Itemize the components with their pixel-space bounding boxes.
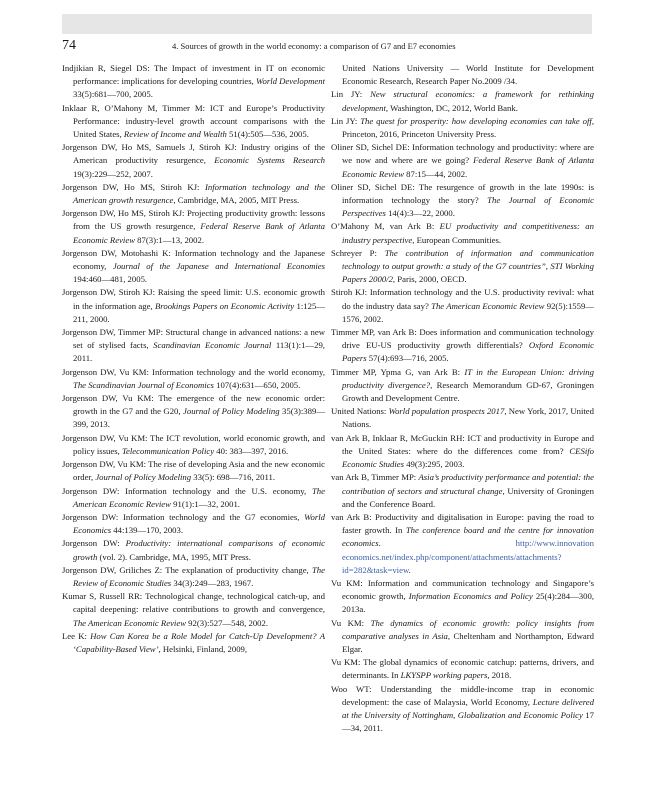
reference-entry: [331, 471, 594, 511]
reference-source-title: World population prospects 2017: [388, 406, 505, 417]
reference-source-title: New structural economics: a framework for rethinking development: [342, 89, 594, 113]
reference-text: , New York, 2017, United Nations.: [342, 406, 594, 430]
reference-source-title: Productivity: international comparisons of economic growth: [73, 538, 326, 562]
reference-text: van Ark B, Timmer MP:: [331, 472, 419, 483]
reference-source-title: Asia’s productivity performance and potential: the contribution of sectors and structural change: [342, 472, 594, 496]
page-header: [62, 38, 592, 54]
reference-source-title: LKYSPP working papers: [400, 670, 488, 681]
reference-entry: [331, 366, 594, 406]
reference-text: Schreyer P:: [331, 247, 385, 258]
reference-text: 57(4):693—716, 2005.: [366, 353, 449, 364]
reference-text: Woo WT: Understanding the middle-income trap in economic development: the case of Malaysia, World Economy,: [331, 683, 594, 707]
reference-text: 113(1):1—29, 2011.: [73, 340, 325, 364]
reference-source-title: The Journal of Economic Perspectives: [342, 195, 594, 219]
reference-text: Vu KM: The global dynamics of economic catchup: patterns, drivers, and determinants. In: [331, 657, 594, 681]
reference-text: Jorgenson DW:: [62, 538, 126, 549]
reference-entry: [62, 537, 325, 563]
top-gray-bar: [62, 14, 592, 34]
reference-entry: [62, 432, 325, 458]
reference-entry: [331, 220, 594, 246]
reference-source-title: The American Economic Review: [73, 485, 325, 509]
running-title: 4. Sources of growth in the world economy: a comparison of G7 and E7 economies: [172, 41, 456, 51]
reference-text: 87:15—44, 2002.: [404, 168, 468, 179]
reference-text: , European Communities.: [412, 234, 502, 245]
reference-text: Lee K:: [62, 630, 91, 641]
reference-text: Jorgenson DW, Ho MS, Samuels J, Stiroh KJ: Industry origins of the American productivity resurgence,: [62, 142, 325, 166]
reference-text: 87(3):1—13, 2002.: [135, 234, 205, 245]
reference-text: , 2018.: [487, 670, 512, 681]
references-left-column: [62, 62, 325, 735]
reference-text: United Nations:: [331, 406, 389, 417]
reference-text: 91(1):1—32, 2001.: [170, 498, 240, 509]
reference-source-title: Federal Reserve Bank of Atlanta Economic Review: [73, 221, 325, 245]
reference-entry: [62, 62, 325, 102]
reference-text: , Paris, 2000, OECD.: [392, 274, 467, 285]
reference-text: Jorgenson DW: Information technology and the U.S. economy,: [62, 485, 312, 496]
reference-text: 40: 383—397, 2016.: [214, 445, 289, 456]
reference-source-title: Scandinavian Economic Journal: [153, 340, 272, 351]
reference-source-title: How Can Korea be a Role Model for Catch-Up Development? A ‘Capability-Based View’: [73, 630, 326, 654]
reference-entry: [62, 590, 325, 630]
reference-url-link[interactable]: http://www.innovation economics.net/index.php/component/attachments/attachments?id=282&task=view: [342, 538, 594, 575]
reference-source-title: Information Economics and Policy: [408, 591, 533, 602]
reference-entry: [331, 115, 594, 141]
reference-text: Jorgenson DW, Motohashi K: Information technology and the Japanese economy,: [62, 247, 325, 272]
reference-entry: [331, 617, 594, 657]
reference-text: Oliner SD, Sichel DE: The resurgence of growth in the late 1990s: is information technology the story?: [331, 181, 594, 206]
reference-text: 49(3):295, 2003.: [404, 459, 465, 470]
reference-text: 35(3):389—399, 2013.: [73, 406, 326, 430]
reference-entry: [62, 141, 325, 181]
reference-source-title: World Development: [256, 76, 325, 87]
reference-entry: [62, 286, 325, 326]
reference-text: , Research Memorandum GD-67, Groningen Growth and Development Centre.: [342, 379, 594, 404]
reference-text: 92(3):527—548, 2002.: [185, 617, 269, 628]
reference-text: van Ark B, Inklaar R, McGuckin RH: ICT and productivity in Europe and the United States: where do the differences come from?: [331, 432, 594, 456]
reference-text: Timmer MP, van Ark B: Does information and communication technology drive EU-US productivity growth differentials?: [331, 327, 594, 351]
reference-text: 34(3):249—283, 1967.: [171, 577, 254, 588]
reference-entry: [331, 577, 594, 617]
reference-text: Oliner SD, Sichel DE: Information technology and productivity: where are we now and where are we going?: [331, 142, 594, 166]
reference-entry: [62, 181, 325, 207]
reference-entry: [62, 564, 325, 590]
reference-source-title: The contribution of information and communication technology to output growth: a study of the G7 countries”, STI Working Papers 2000/2: [342, 247, 594, 285]
reference-text: Jorgenson DW, Griliches Z: The explanation of productivity change,: [62, 564, 312, 575]
reference-text: Vu KM: Information and communication technology and Singapore’s economic growth,: [331, 577, 594, 602]
references-columns: [62, 62, 594, 735]
reference-source-title: The dynamics of economic growth: policy insights from comparative analyses in Asia: [342, 617, 594, 641]
reference-entry: [331, 511, 594, 577]
page-number: 74: [62, 38, 76, 53]
reference-entry: [331, 656, 594, 682]
reference-entry: [331, 286, 594, 326]
reference-text: 44:139—170, 2003.: [111, 525, 184, 536]
reference-source-title: Journal of the Japanese and International Economies: [112, 261, 325, 272]
reference-text: 1:125—211, 2000.: [73, 300, 325, 324]
reference-entry: [331, 181, 594, 221]
reference-source-title: The American Economic Review: [73, 617, 186, 628]
reference-text: .: [378, 538, 516, 549]
reference-text: Jorgenson DW, Vu KM: The ICT revolution, world economic growth, and policy issues,: [62, 432, 325, 456]
reference-source-title: Telecommunication Policy: [122, 445, 215, 456]
reference-entry: [62, 207, 325, 247]
reference-text: 194:460—481, 2005.: [73, 274, 148, 285]
reference-text: 92(5):1559—1576, 2002.: [342, 300, 595, 324]
reference-entry: [331, 432, 594, 472]
reference-text: Inklaar R, O’Mahony M, Timmer M: ICT and Europe’s Productivity Performance: industry-level growth account comparisons with the United States,: [62, 102, 325, 140]
reference-text: 19(3):229—252, 2007.: [73, 168, 153, 179]
reference-text: Jorgenson DW, Vu KM: Information technology and the world economy,: [62, 366, 325, 377]
reference-text: Lin JY:: [331, 115, 361, 126]
reference-text: 107(4):631—650, 2005.: [213, 379, 301, 390]
reference-text: (vol. 2). Cambridge, MA, 1995, MIT Press.: [97, 551, 251, 562]
reference-entry: [62, 102, 325, 142]
reference-text: Jorgenson DW, Vu KM: The emergence of the new economic order: growth in the G7 and the G20,: [62, 393, 325, 417]
reference-text: Jorgenson DW, Ho MS, Stiroh KJ:: [62, 181, 205, 192]
reference-text: , University of Groningen and the Conference Board.: [342, 485, 594, 509]
reference-source-title: The Scandinavian Journal of Economics: [73, 379, 214, 390]
reference-entry: [331, 88, 594, 114]
reference-text: United Nations University — World Institute for Development Economic Research, Research Paper No.2009 /34.: [342, 63, 594, 87]
reference-text: 25(4):284—300, 2013a.: [342, 591, 594, 615]
reference-source-title: Review of Income and Wealth: [123, 129, 227, 140]
reference-entry: [62, 392, 325, 432]
reference-source-title: CESifo Economic Studies: [342, 445, 594, 470]
reference-text: , Washington, DC, 2012, World Bank.: [385, 102, 518, 113]
reference-text: 14(4):3—22, 2000.: [385, 208, 455, 219]
reference-text: , Helsinki, Finland, 2009,: [158, 643, 248, 654]
reference-entry: [62, 458, 325, 484]
reference-source-title: World Economics: [73, 511, 325, 536]
reference-text: .: [408, 564, 411, 575]
reference-text: Lin JY:: [331, 89, 371, 100]
reference-entry: [331, 62, 594, 88]
reference-entry: [331, 141, 594, 181]
reference-source-title: Journal of Policy Modeling: [95, 472, 192, 483]
reference-entry: [62, 485, 325, 511]
reference-text: Jorgenson DW, Vu KM: The rise of developing Asia and the new economic order,: [62, 459, 325, 483]
reference-source-title: Federal Reserve Bank of Atlanta Economic Review: [342, 155, 594, 179]
reference-text: , Cambridge, MA, 2005, MIT Press.: [173, 195, 300, 206]
reference-source-title: The Review of Economic Studies: [73, 564, 325, 588]
reference-entry: [62, 247, 325, 287]
reference-source-title: Economic Systems Research: [214, 155, 325, 166]
reference-text: Indjikian R, Siegel DS: The Impact of investment in IT on economic performance: implications for developing countries,: [62, 63, 325, 87]
reference-text: van Ark B: Productivity and digitalisation in Europe: paving the road to faster growth. In: [331, 511, 594, 536]
reference-text: 33(5):681—700, 2005.: [73, 89, 153, 100]
reference-text: 51(4):505—536, 2005.: [226, 129, 309, 140]
reference-source-title: The conference board and the centre for innovation economics: [342, 525, 594, 549]
reference-text: , Cheltenham and Northampton, Edward Elgar.: [342, 630, 594, 654]
reference-text: Stiroh KJ: Information technology and the U.S. productivity revival: what do the industry data say?: [331, 287, 594, 311]
references-right-column: [331, 62, 594, 735]
reference-entry: [62, 326, 325, 366]
reference-text: Kumar S, Russell RR: Technological change, technological catch-up, and capital deepening: relative contributions to growth and convergence,: [62, 591, 325, 615]
reference-entry: [331, 326, 594, 366]
reference-source-title: Oxford Economic Papers: [342, 340, 594, 364]
reference-text: Jorgenson DW, Ho MS, Stiroh KJ: Projecting productivity growth: lessons from the US growth resurgence,: [62, 208, 325, 232]
reference-source-title: Information technology and the American growth resurgence: [73, 181, 325, 206]
reference-text: Vu KM:: [331, 617, 371, 628]
reference-source-title: The American Economic Review: [431, 300, 545, 311]
reference-text: Jorgenson DW: Information technology and the G7 economies,: [62, 511, 305, 522]
reference-source-title: Brookings Papers on Economic Activity: [154, 300, 295, 311]
reference-text: O’Mahony M, van Ark B:: [331, 221, 440, 232]
reference-entry: [331, 247, 594, 287]
reference-text: Jorgenson DW, Timmer MP: Structural change in advanced nations: a new set of stylised facts,: [62, 327, 325, 351]
reference-entry: [62, 366, 325, 392]
reference-source-title: The quest for prosperity: how developing economies can take off: [360, 115, 592, 126]
reference-entry: [331, 405, 594, 431]
reference-source-title: EU productivity and competitiveness: an industry perspective: [342, 221, 594, 245]
reference-source-title: Lecture delivered at the University of Nottingham, Globalization and Economic Policy: [342, 696, 595, 720]
reference-entry: [62, 511, 325, 537]
reference-source-title: IT in the European Union: driving productivity divergence?: [342, 366, 594, 390]
reference-source-title: Journal of Policy Modeling: [183, 406, 280, 417]
reference-text: , Princeton, 2016, Princeton University Press.: [342, 115, 594, 140]
reference-text: 17—34, 2011.: [342, 709, 594, 734]
reference-entry: [62, 630, 325, 656]
reference-text: Timmer MP, Ypma G, van Ark B:: [331, 366, 465, 377]
reference-entry: [331, 683, 594, 736]
reference-text: 33(5): 698—716, 2011.: [191, 472, 276, 483]
reference-text: Jorgenson DW, Stiroh KJ: Raising the speed limit: U.S. economic growth in the information age,: [62, 287, 325, 311]
